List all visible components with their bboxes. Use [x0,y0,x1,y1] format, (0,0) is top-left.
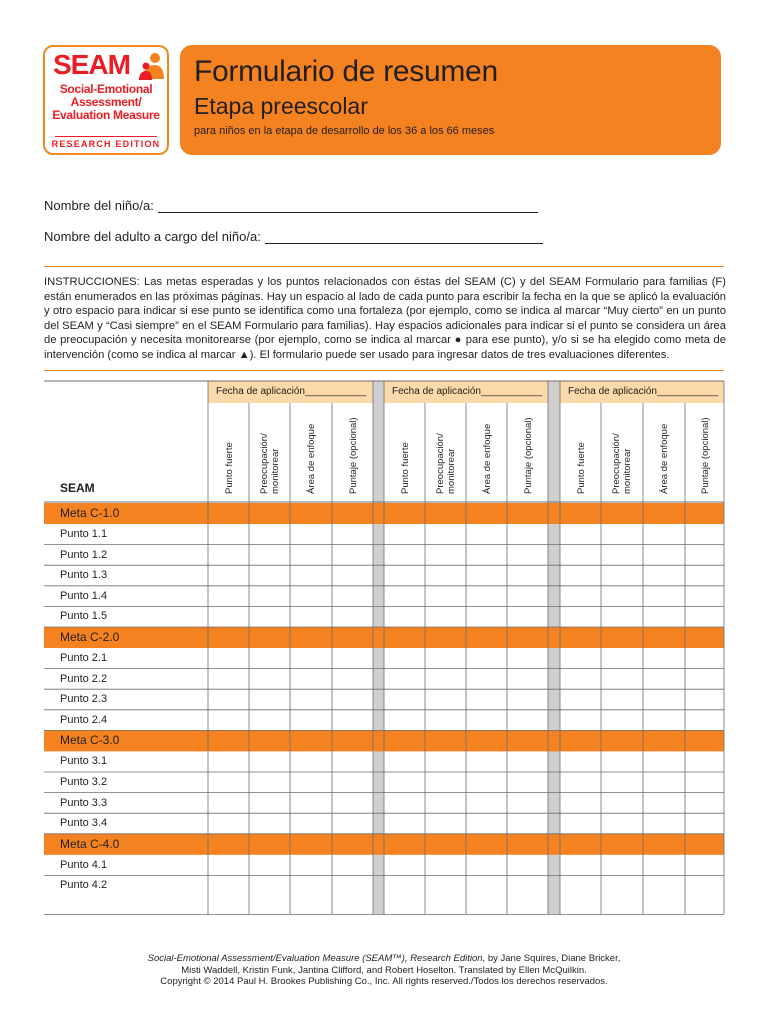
table-cell[interactable] [466,606,507,627]
table-cell[interactable] [466,565,507,586]
column-header-rotated: Puntaje (opcional) [699,417,710,494]
table-cell[interactable] [332,606,373,627]
seam-column-header: SEAM [60,481,95,495]
table-cell[interactable] [249,751,290,772]
table-cell[interactable] [290,689,332,710]
table-cell[interactable] [685,855,724,876]
table-cell[interactable] [425,648,466,669]
table-cell[interactable] [249,545,290,566]
table-cell[interactable] [560,586,601,607]
table-cell[interactable] [507,586,548,607]
application-date-label: Fecha de aplicación___________ [216,386,367,397]
item-label: Punto 4.2 [60,879,108,892]
table-cell[interactable] [208,793,249,814]
item-label: Punto 1.1 [60,528,108,540]
item-label: Punto 2.1 [60,652,108,664]
table-cell[interactable] [425,545,466,566]
table-cell[interactable] [208,710,249,731]
table-cell[interactable] [384,545,425,566]
table-cell[interactable] [332,586,373,607]
logo-edition: RESEARCH EDITION [51,139,161,149]
table-cell[interactable] [507,875,548,914]
table-cell[interactable] [643,875,685,914]
table-cell[interactable] [560,772,601,793]
table-cell[interactable] [249,586,290,607]
table-cell[interactable] [466,793,507,814]
table-cell[interactable] [643,689,685,710]
table-cell[interactable] [601,710,643,731]
table-cell[interactable] [643,545,685,566]
table-cell[interactable] [560,793,601,814]
item-label: Punto 1.4 [60,589,108,602]
table-cell[interactable] [332,875,373,914]
item-label: Punto 2.3 [60,693,108,706]
table-cell[interactable] [425,875,466,914]
logo-wordmark: SEAM [53,49,130,80]
application-date-label: Fecha de aplicación___________ [568,386,719,397]
table-cell[interactable] [384,606,425,627]
table-cell[interactable] [425,565,466,586]
table-cell[interactable] [425,689,466,710]
table-cell[interactable] [290,710,332,731]
table-cell[interactable] [425,524,466,545]
table-cell[interactable] [249,855,290,876]
item-label: Punto 2.4 [60,713,108,726]
table-cell[interactable] [290,524,332,545]
table-cell[interactable] [466,875,507,914]
table-cell[interactable] [643,648,685,669]
table-cell[interactable] [601,669,643,690]
item-label: Punto 4.1 [60,858,108,871]
table-cell[interactable] [560,565,601,586]
footer-authors: , by Jane Squires, Diane Bricker, [482,953,621,964]
table-cell[interactable] [332,855,373,876]
table-cell[interactable] [643,710,685,731]
table-cell[interactable] [332,710,373,731]
item-label: Punto 1.5 [60,610,108,623]
table-cell[interactable] [290,793,332,814]
instructions-text: INSTRUCCIONES: Las metas esperadas y los puntos relacionados con éstas del SEAM (C) y del SEAM Formulario para familias (F) están enumerados en las próximas páginas. Hay un espacio al lado de cada punto para escribir la fecha en la que se aplicó la evaluación y otro espacio para indicar si ese punto se identifica como una fortaleza (por ejemplo, como se indica al marcar “Muy cierto” en un punto del SEAM y “Casi siempre” en el SEAM Formulario para familias). Hay espacios adicionales para indicar si el punto se considera un área de preocupación y necesita monitorearse (por ejemplo, como se indica al marcar ● para ese punto), y/o si se ha elegido como meta de intervención (como se indica al marcar ▲). El formulario puede ser usado para ingresar datos de tres evaluaciones diferentes. [44,276,726,361]
table-cell[interactable] [601,648,643,669]
table-cell[interactable] [560,875,601,914]
table-cell[interactable] [507,606,548,627]
table-cell[interactable] [466,545,507,566]
table-cell[interactable] [601,855,643,876]
table-cell[interactable] [507,793,548,814]
table-cell[interactable] [643,772,685,793]
table-cell[interactable] [290,606,332,627]
table-cell[interactable] [643,586,685,607]
table-cell[interactable] [290,875,332,914]
item-label: Punto 3.3 [60,796,108,809]
table-cell[interactable] [507,689,548,710]
table-cell[interactable] [466,689,507,710]
table-cell[interactable] [208,648,249,669]
table-cell[interactable] [332,669,373,690]
goal-label: Meta C-2.0 [60,630,120,644]
table-cell[interactable] [507,565,548,586]
table-cell[interactable] [249,648,290,669]
column-header-rotated: Punto fuerte [223,442,234,494]
table-cell[interactable] [208,586,249,607]
table-cell[interactable] [560,545,601,566]
table-cell[interactable] [290,545,332,566]
table-cell[interactable] [643,606,685,627]
table-cell[interactable] [384,524,425,545]
table-cell[interactable] [384,710,425,731]
column-header-rotated: Punto fuerte [399,442,410,494]
table-cell[interactable] [208,875,249,914]
table-cell[interactable] [249,875,290,914]
table-cell[interactable] [332,524,373,545]
table-cell[interactable] [601,545,643,566]
table-cell[interactable] [601,772,643,793]
table-cell[interactable] [384,669,425,690]
table-cell[interactable] [384,648,425,669]
column-header-rotated: Puntaje (opcional) [347,417,358,494]
table-cell[interactable] [560,524,601,545]
table-cell[interactable] [507,524,548,545]
table-cell[interactable] [249,710,290,731]
table-cell[interactable] [249,565,290,586]
table-cell[interactable] [507,751,548,772]
table-cell[interactable] [560,606,601,627]
table-cell[interactable] [560,710,601,731]
table-cell[interactable] [208,669,249,690]
table-cell[interactable] [249,524,290,545]
goal-label: Meta C-4.0 [60,836,120,851]
table-cell[interactable] [685,751,724,772]
table-cell[interactable] [507,855,548,876]
table-cell[interactable] [643,669,685,690]
table-cell[interactable] [685,772,724,793]
caregiver-name-label: Nombre del adulto a cargo del niño/a: [44,229,261,244]
table-cell[interactable] [290,855,332,876]
table-cell[interactable] [332,689,373,710]
table-cell[interactable] [208,689,249,710]
table-cell[interactable] [507,545,548,566]
table-cell[interactable] [601,565,643,586]
table-cell[interactable] [466,772,507,793]
table-cell[interactable] [466,710,507,731]
copyright-footer [100,953,668,988]
column-header-rotated: Preocupación/ monitorear [611,433,633,494]
table-cell[interactable] [425,669,466,690]
table-cell[interactable] [384,813,425,834]
table-cell[interactable] [332,793,373,814]
table-cell[interactable] [208,772,249,793]
table-cell[interactable] [466,524,507,545]
item-label: Punto 3.1 [60,755,108,768]
table-cell[interactable] [685,813,724,834]
table-cell[interactable] [249,606,290,627]
table-cell[interactable] [290,586,332,607]
table-cell[interactable] [425,855,466,876]
table-cell[interactable] [208,751,249,772]
table-cell[interactable] [685,669,724,690]
table-cell[interactable] [332,648,373,669]
table-cell[interactable] [685,606,724,627]
table-cell[interactable] [466,648,507,669]
table-cell[interactable] [466,751,507,772]
table-cell[interactable] [643,813,685,834]
table-cell[interactable] [384,875,425,914]
table-cell[interactable] [466,669,507,690]
table-cell[interactable] [208,813,249,834]
table-cell[interactable] [643,524,685,545]
table-cell[interactable] [560,855,601,876]
table-cell[interactable] [685,710,724,731]
table-cell[interactable] [290,751,332,772]
table-cell[interactable] [332,813,373,834]
table-cell[interactable] [601,875,643,914]
table-cell[interactable] [685,565,724,586]
table-cell[interactable] [290,813,332,834]
table-cell[interactable] [384,751,425,772]
table-cell[interactable] [507,710,548,731]
table-cell[interactable] [332,545,373,566]
table-cell[interactable] [560,669,601,690]
table-cell[interactable] [507,813,548,834]
footer-copyright: Copyright © 2014 Paul H. Brookes Publishing Co., Inc. All rights reserved./Todos los derechos reservados. [160,976,608,987]
table-cell[interactable] [643,855,685,876]
table-cell[interactable] [601,689,643,710]
table-cell[interactable] [560,751,601,772]
table-cell[interactable] [249,689,290,710]
table-cell[interactable] [384,586,425,607]
table-cell[interactable] [507,669,548,690]
table-cell[interactable] [384,855,425,876]
column-header-rotated: Preocupación/ monitorear [434,433,457,494]
table-cell[interactable] [208,855,249,876]
table-cell[interactable] [685,586,724,607]
table-cell[interactable] [249,772,290,793]
table-cell[interactable] [466,813,507,834]
table-cell[interactable] [425,710,466,731]
logo-line: Evaluation Measure [52,108,160,122]
table-cell[interactable] [560,648,601,669]
page-title: Formulario de resumen [194,55,498,88]
table-cell[interactable] [208,524,249,545]
table-cell[interactable] [466,586,507,607]
table-cell[interactable] [332,751,373,772]
age-range-note: para niños en la etapa de desarrollo de los 36 a los 66 meses [194,125,495,137]
table-cell[interactable] [643,565,685,586]
column-header-rotated: Área de enfoque [658,423,670,494]
table-cell[interactable] [507,772,548,793]
table-cell[interactable] [290,648,332,669]
table-cell[interactable] [249,813,290,834]
table-cell[interactable] [425,772,466,793]
table-cell[interactable] [685,545,724,566]
table-cell[interactable] [601,586,643,607]
footer-authors-line2: Misti Waddell, Kristin Funk, Jantina Clifford, and Robert Hoselton. Translated by Ellen McQuilkin. [181,964,587,976]
column-header-rotated: Punto fuerte [575,442,586,494]
logo-line: Social-Emotional [59,82,153,96]
footer-book-title: Social-Emotional Assessment/Evaluation Measure (SEAM™), Research Edition [147,953,483,964]
table-cell[interactable] [332,772,373,793]
table-cell[interactable] [643,751,685,772]
column-header-rotated: Puntaje (opcional) [522,417,533,494]
table-cell[interactable] [425,813,466,834]
table-cell[interactable] [425,751,466,772]
column-header-rotated: Área de enfoque [481,423,492,494]
table-cell[interactable] [290,565,332,586]
item-label: Punto 3.2 [60,776,108,788]
child-name-label: Nombre del niño/a: [44,198,154,213]
column-header-rotated: Área de enfoque [305,423,317,494]
table-cell[interactable] [685,524,724,545]
table-cell[interactable] [208,606,249,627]
table-cell[interactable] [425,793,466,814]
logo-line: Assessment/ [70,95,142,109]
table-cell[interactable] [208,545,249,566]
table-cell[interactable] [249,793,290,814]
goal-label: Meta C-3.0 [60,733,120,748]
table-cell[interactable] [208,565,249,586]
item-label: Punto 2.2 [60,672,108,685]
table-cell[interactable] [332,565,373,586]
table-cell[interactable] [601,524,643,545]
table-cell[interactable] [384,689,425,710]
table-cell[interactable] [685,648,724,669]
table-cell[interactable] [685,689,724,710]
column-header-rotated: Preocupación/ monitorear [258,433,281,494]
table-cell[interactable] [290,669,332,690]
table-cell[interactable] [601,751,643,772]
item-label: Punto 1.3 [60,569,108,582]
table-cell[interactable] [601,606,643,627]
table-cell[interactable] [466,855,507,876]
goal-label: Meta C-1.0 [60,506,120,520]
table-cell[interactable] [249,669,290,690]
table-cell[interactable] [384,772,425,793]
table-cell[interactable] [425,606,466,627]
table-cell[interactable] [601,793,643,814]
table-cell[interactable] [290,772,332,793]
table-cell[interactable] [507,648,548,669]
application-date-label: Fecha de aplicación___________ [392,386,543,397]
table-cell[interactable] [685,875,724,914]
table-cell[interactable] [560,813,601,834]
table-cell[interactable] [643,793,685,814]
table-cell[interactable] [560,689,601,710]
table-cell[interactable] [685,793,724,814]
page-subtitle: Etapa preescolar [194,93,368,119]
table-cell[interactable] [601,813,643,834]
item-label: Punto 3.4 [60,817,108,830]
table-cell[interactable] [384,565,425,586]
table-cell[interactable] [384,793,425,814]
table-cell[interactable] [425,586,466,607]
item-label: Punto 1.2 [60,548,108,561]
